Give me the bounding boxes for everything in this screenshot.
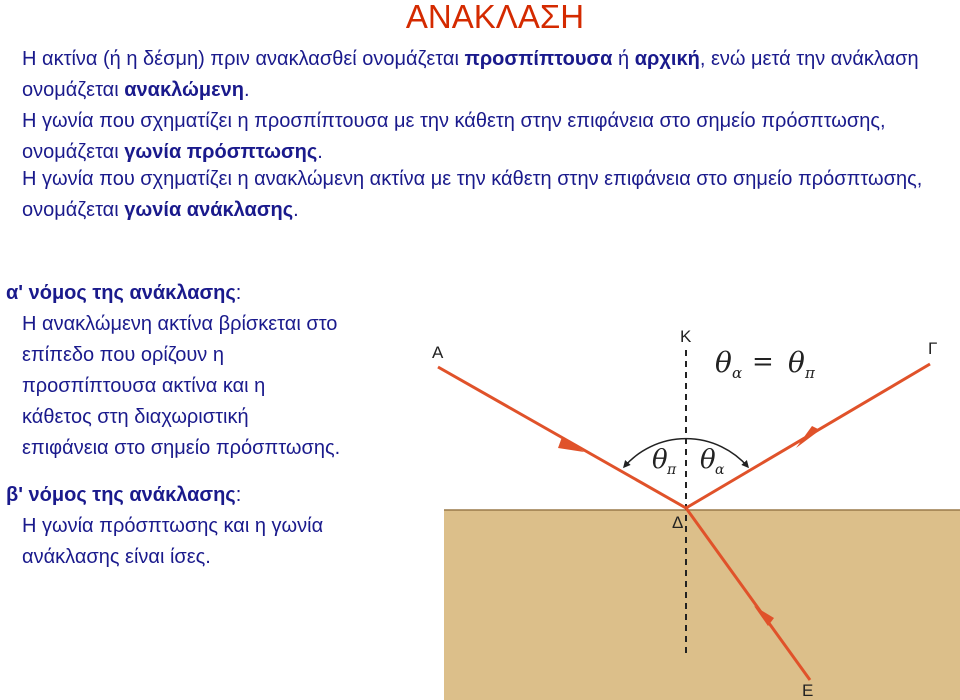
label-g: Γ [928,339,938,358]
intro-paragraph-1: Η ακτίνα (ή η δέσμη) πριν ανακλασθεί ονομάζεται προσπίπτουσα ή αρχική, ενώ μετά την ανάκλαση ονομάζεται ανακλώμενη. [22,48,919,101]
label-k: Κ [680,327,692,346]
reflection-angle-subscript: α [715,462,725,478]
first-law-body [6,309,340,464]
second-law-line: ανάκλασης είναι ίσες. [22,546,211,568]
subscript-p: π [805,364,815,382]
intro-paragraph-3: Η γωνία που σχηματίζει η ανακλώμενη ακτίνα με την κάθετη στην επιφάνεια στο σημείο πρόσπτωσης, ονομάζεται γωνία ανάκλασης. [22,168,923,221]
intro-paragraph-2: Η γωνία που σχηματίζει η προσπίπτουσα με την κάθετη στην επιφάνεια στο σημείο πρόσπτωσης, ονομάζεται γωνία πρόσπτωσης. [22,110,886,163]
subscript-a: α [732,364,743,382]
angle-equality [715,346,816,382]
first-law-line: Η ανακλώμενη ακτίνα βρίσκεται στο [22,313,338,335]
label-d: Δ [672,513,684,532]
first-law-line: κάθετος στη διαχωριστική [22,406,249,428]
reflected-ray-arrow-icon [796,426,820,448]
reflection-angle-theta: θ [700,445,716,475]
second-law [6,480,323,573]
first-law-line: επίπεδο που ορίζουν η [22,344,224,366]
theta-a-symbol: θ [715,346,732,379]
first-law-title: α' νόμος της ανάκλασης: [6,282,242,304]
reflection-diagram [410,312,960,700]
label-a: Α [432,343,444,362]
equals-sign: = [752,347,774,377]
label-e: Ε [802,681,814,700]
incidence-angle-subscript: π [667,462,677,478]
second-law-body [6,511,323,573]
theta-p-symbol: θ [788,346,805,379]
first-law-line: επιφάνεια στο σημείο πρόσπτωσης. [22,437,341,459]
first-law-line: προσπίπτουσα ακτίνα και η [22,375,266,397]
second-law-line: Η γωνία πρόσπτωσης και η γωνία [22,515,324,537]
incidence-angle-theta: θ [652,445,668,475]
page-title: ΑΝΑΚΛΑΣΗ [405,0,585,35]
angle-labels [652,445,725,478]
first-law [6,278,340,464]
incident-ray-arrow-icon [558,437,584,452]
reflecting-medium [444,510,960,700]
second-law-title: β' νόμος της ανάκλασης: [6,484,242,506]
